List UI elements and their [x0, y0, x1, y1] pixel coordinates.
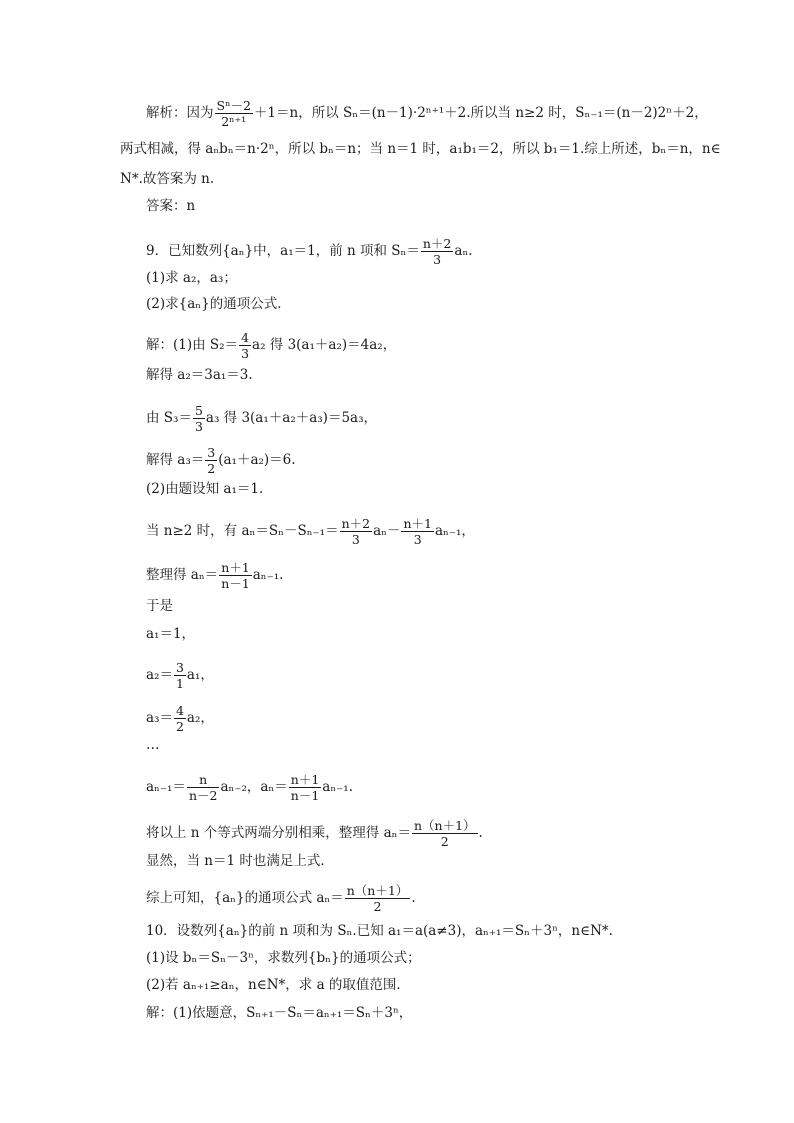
- text-run: 综上可知，{aₙ}的通项公式 aₙ＝: [146, 890, 344, 906]
- text-run: 将以上 n 个等式两端分别相乘，整理得 aₙ＝: [146, 825, 411, 841]
- fraction-numerator: n＋2: [422, 236, 452, 251]
- text-line: [146, 949, 421, 967]
- text-line: [146, 560, 283, 591]
- fraction-denominator: n－1: [221, 576, 250, 591]
- text-run: 显然，当 n＝1 时也满足上式．: [146, 853, 334, 869]
- text-run: 由 S₃＝: [146, 410, 192, 426]
- fraction: [239, 330, 251, 361]
- text-run: 9．已知数列{aₙ}中，a₁＝1，前 n 项和 Sₙ＝: [146, 243, 420, 259]
- text-line: [146, 98, 708, 129]
- text-line: [146, 660, 214, 691]
- text-run: (1)求 a₂，a₃；: [146, 270, 237, 286]
- text-run: 两式相减，得 aₙbₙ＝n·2ⁿ，所以 bₙ＝n；当 n＝1 时，a₁b₁＝2，所以 b₁＝1.综上所述，bₙ＝n，n∈: [120, 141, 721, 157]
- text-line: [146, 269, 237, 287]
- fraction: [401, 516, 434, 547]
- text-run: 解得 a₂＝3a₁＝3.: [146, 367, 253, 383]
- text-line: [146, 330, 396, 361]
- text-line: [146, 883, 416, 914]
- fraction: [289, 772, 322, 803]
- text-run: (a₁＋a₂)＝6.: [218, 452, 296, 468]
- text-run: aₙ₋₁＝: [146, 779, 186, 795]
- fraction: [215, 98, 253, 129]
- text-run: aₙ₋₂，aₙ＝: [220, 779, 288, 795]
- text-line: [146, 625, 195, 643]
- text-line: [146, 445, 296, 476]
- fraction-denominator: n－2: [188, 788, 218, 803]
- text-run: a₁＝1，: [146, 626, 196, 642]
- fraction-denominator: 2: [207, 461, 216, 476]
- text-run: (1)设 bₙ＝Sₙ－3ⁿ，求数列{bₙ}的通项公式；: [146, 950, 421, 966]
- text-run: 解得 a₃＝: [146, 452, 205, 468]
- text-line: [146, 922, 613, 940]
- text-run: (2)若 aₙ₊₁≥aₙ，n∈N*，求 a 的取值范围．: [146, 977, 410, 993]
- fraction-denominator: 3: [413, 532, 422, 547]
- text-line: [146, 852, 334, 870]
- text-run: 解析：因为: [146, 105, 214, 121]
- text-line: [146, 236, 473, 267]
- fraction-numerator: n: [187, 772, 220, 788]
- text-run: aₙ.: [454, 243, 473, 259]
- fraction-denominator: 3: [194, 419, 203, 434]
- text-run: …: [146, 737, 160, 753]
- text-run: (2)由题设知 a₁＝1.: [146, 481, 264, 497]
- text-run: 10．设数列{aₙ}的前 n 项和为 Sₙ.已知 a₁＝a(a≠3)，aₙ₊₁＝Sₙ＋3ⁿ，n∈N*.: [146, 923, 613, 939]
- fraction-denominator: n－1: [290, 788, 320, 803]
- fraction-numerator: 5: [194, 403, 203, 418]
- text-run: ＋1＝n，所以 Sₙ＝(n－1)·2ⁿ⁺¹＋2.所以当 n≥2 时，Sₙ₋₁＝(n－2)2ⁿ＋2，: [253, 105, 708, 121]
- text-line: [146, 597, 173, 615]
- text-line: [146, 366, 253, 384]
- fraction-denominator: 3: [351, 532, 360, 547]
- text-run: 解：(1)依题意，Sₙ₊₁－Sₙ＝aₙ₊₁＝Sₙ＋3ⁿ，: [146, 1005, 413, 1021]
- text-run: a₁，: [186, 667, 214, 683]
- fraction-numerator: n＋2: [341, 516, 371, 531]
- text-line: [146, 197, 195, 215]
- fraction: [412, 818, 478, 849]
- text-run: 整理得 aₙ＝: [146, 567, 219, 583]
- text-run: (2)求{aₙ}的通项公式．: [146, 296, 291, 312]
- fraction: [345, 883, 411, 914]
- text-line: [120, 140, 721, 158]
- text-run: aₙ－: [373, 523, 401, 539]
- fraction-numerator: 4: [241, 330, 250, 345]
- text-line: [146, 818, 483, 849]
- text-run: 解：(1)由 S₂＝: [146, 337, 239, 353]
- text-line: [146, 403, 377, 434]
- fraction-numerator: n＋1: [403, 516, 432, 531]
- fraction-numerator: n（n＋1）: [413, 818, 476, 833]
- text-line: [120, 170, 214, 188]
- fraction: [193, 403, 205, 434]
- fraction-denominator: 2: [373, 899, 382, 914]
- fraction-denominator: 2: [175, 719, 184, 734]
- text-line: [146, 295, 291, 313]
- fraction-numerator: 3: [175, 660, 184, 675]
- text-run: aₙ₋₁，: [435, 523, 475, 539]
- fraction: [205, 445, 217, 476]
- text-line: [146, 1004, 412, 1022]
- fraction: [174, 660, 186, 691]
- text-line: [146, 480, 263, 498]
- fraction: [187, 772, 220, 803]
- fraction: [219, 560, 252, 591]
- text-run: a₂＝: [146, 667, 173, 683]
- text-run: 当 n≥2 时，有 aₙ＝Sₙ－Sₙ₋₁＝: [146, 523, 339, 539]
- text-run: aₙ₋₁.: [252, 567, 284, 583]
- fraction: [340, 516, 373, 547]
- text-line: [146, 976, 410, 994]
- text-run: a₃ 得 3(a₁＋a₂＋a₃)＝5a₃，: [205, 410, 378, 426]
- text-run: 于是: [146, 598, 173, 614]
- fraction: [421, 236, 454, 267]
- text-run: .: [478, 825, 483, 841]
- text-run: N*.故答案为 n.: [120, 171, 215, 187]
- text-run: .: [411, 890, 416, 906]
- fraction-denominator: 2: [440, 834, 449, 849]
- fraction-denominator: 1: [175, 676, 184, 691]
- text-run: a₂，: [186, 710, 214, 726]
- text-run: 答案：n: [146, 198, 196, 214]
- fraction-numerator: n＋1: [221, 560, 250, 575]
- text-line: [146, 703, 214, 734]
- fraction: [174, 703, 186, 734]
- text-run: a₃＝: [146, 710, 173, 726]
- fraction-numerator: Sⁿ－2: [216, 98, 251, 113]
- fraction-denominator: 2ⁿ⁺¹: [221, 114, 247, 129]
- fraction-denominator: 3: [241, 346, 250, 361]
- text-line: [146, 736, 160, 754]
- fraction-numerator: 3: [207, 445, 216, 460]
- fraction-numerator: 4: [175, 703, 184, 718]
- fraction-numerator: n＋1: [290, 772, 320, 787]
- text-line: [146, 516, 475, 547]
- text-run: a₂ 得 3(a₁＋a₂)＝4a₂，: [252, 337, 397, 353]
- fraction-numerator: n（n＋1）: [346, 883, 409, 898]
- text-line: [146, 772, 353, 803]
- fraction-denominator: 3: [433, 252, 442, 267]
- text-run: aₙ₋₁.: [322, 779, 354, 795]
